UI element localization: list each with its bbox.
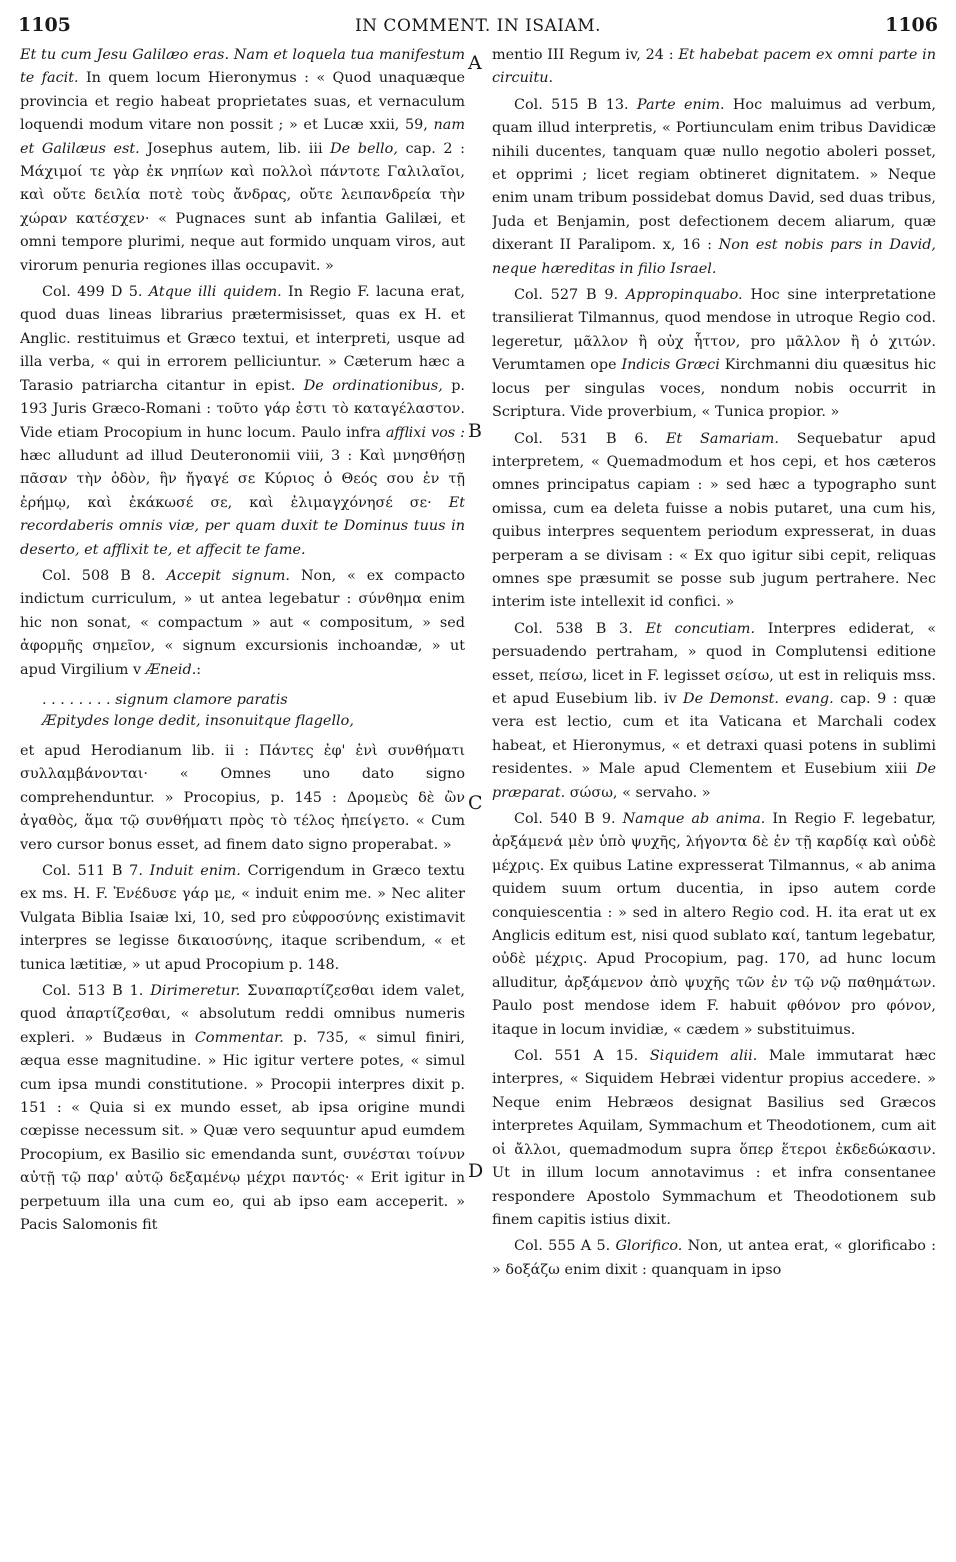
text-run: In Regio F. lacuna erat, quod duas lineas librarius prætermisisset, quas ex H. et Anglic. restituimus et Græco textui, et interpreti, usque ad illa verba, « qui in errorem pelliciuntur. » Cæterum hæc a Tarasio patriarcha citantur in epist. <box>20 284 465 394</box>
italic-text: Non est nobis pars in David, neque hæreditas in filio Israel. <box>492 237 936 277</box>
note-paragraph <box>492 808 936 1042</box>
text-run: Col. 540 B 9. <box>514 811 623 827</box>
text-run: hæc alludunt ad illud Deuteronomii viii, 3 : Καὶ μνησθήσῃ πᾶσαν τὴν ὁδὸν, ἣν ἤγαγέ σε Κύριος ὁ Θεός σου ἐν τῇ ἐρήμῳ, καὶ ἐκάκωσέ σε, καὶ ἐλιμαγχόνησέ σε· <box>20 447 465 511</box>
text-run: Col. 551 A 15. <box>514 1048 650 1065</box>
text-run: Kirchmanni diu quæsitus hic locus per singulas voces, nondum nobis occurrit in Scriptura. Vide proverbium, « Tunica propior. » <box>492 357 936 421</box>
italic-text: Et habebat pacem ex omni parte in circuitu. <box>492 47 936 87</box>
text-run: Col. 508 B 8. <box>42 567 167 584</box>
italic-text: Accepit signum. <box>166 567 290 584</box>
italic-text: afflixi vos : <box>385 424 465 441</box>
text-run: Col. 538 B 3. <box>514 620 646 637</box>
italic-text: Glorifico. <box>615 1238 683 1255</box>
note-paragraph <box>492 428 936 615</box>
margin-letter-a: A <box>468 52 482 74</box>
note-paragraph <box>20 980 465 1237</box>
text-run: Col. 515 B 13. <box>514 96 637 113</box>
italic-text: Æneid. <box>145 661 197 678</box>
italic-text: De Demonst. evang. <box>683 690 834 707</box>
note-paragraph <box>20 44 465 278</box>
running-title: IN COMMENT. IN ISAIAM. <box>354 16 602 36</box>
text-run: mentio III Regum iv, 24 : <box>492 47 679 63</box>
note-paragraph <box>492 1235 936 1282</box>
italic-text: De præparat. <box>492 761 936 801</box>
italic-text: Appropinquabo. <box>625 287 743 304</box>
text-run: cap. 9 : quæ vera est lectio, cum et ita Vaticana et Marchali codex habeat, et Hieronymus, « et detraxi quasi potens in sublimi residentes. » Male apud Clementem et Eusebium xiii <box>492 690 936 778</box>
text-run: Male immutarat hæc interpres, « Siquidem Hebræi videntur propius accedere. » Neque enim Hebræos designat Basilius sed Græcos interpretes Aquilam, Symmachum et Theodotionem, cum ait οἱ ἄλλοι, quemadmodum supra ὅπερ ἕτεροι ἐκδεδώκασιν. Ut in illum locum annotavimus : et infra consentanee respondere Apostolo Symmachum et Theodotionem sub finem capitis istius dixit. <box>492 1048 936 1228</box>
right-column <box>492 44 936 1556</box>
text-run: Corrigendum in Græco textu ex ms. H. F. Ἐνέδυσε γάρ με, « induit enim me. » Nec aliter Vulgata Biblia Isaiæ lxi, 10, sed pro εὐφροσύνης existimavit interpres se legisse δικαιοσύνης, itaque scribendum, « et tunica lætitiæ, » ut apud Procopium p. 148. <box>20 863 465 973</box>
text-run: et apud Herodianum lib. ii : Πάντες ἐφ' ἑνὶ συνθήματι συλλαμβάνονται· « Omnes uno dato signo comprehenduntur. » Procopius, p. 145 : Δρομεὺς δὲ ὢν ἀγαθὸς, ἅμα τῷ συνθήματι πρὸς τὸ τέλος ἠπείγετο. « Cum vero cursor bonus esset, ad finem dato signo properabat. » <box>20 742 465 853</box>
text-run: Col. 527 B 9. <box>514 287 626 304</box>
italic-text: Commentar. <box>194 1029 284 1046</box>
italic-text: De ordinationibus, <box>303 377 443 394</box>
text-run: Non, « ex compacto indictum curriculum, » ut antea legebatur : σύνθημα enim hic non sonat, « compactum » aut « compositum, » sed ἀφορμῆς σημεῖον, « signum excursionis inchoandæ, » ut apud Virgilium v <box>20 567 465 678</box>
page-number-left: 1105 <box>18 14 71 36</box>
left-column <box>20 44 465 1556</box>
text-run: Col. 499 D 5. <box>42 284 149 301</box>
text-run: : <box>196 661 202 678</box>
text-run: Col. 555 A 5. <box>514 1238 616 1255</box>
italic-text: Parte enim. <box>636 96 725 113</box>
margin-letter-b: B <box>468 420 482 442</box>
text-run: Συναπαρτίζεσθαι idem valet, quod ἀπαρτίζεσθαι, « absolutum reddi omnibus numeris expleri. » Budæus in <box>20 983 465 1046</box>
italic-text: Et concutiam. <box>645 620 756 637</box>
page-number-right: 1106 <box>885 14 938 36</box>
text-run: cap. 2 : Μάχιμοί τε γὰρ ἐκ νηπίων καὶ πολλοὶ πάντοτε Γαλιλαῖοι, καὶ οὔτε δειλία ποτὲ τοὺς ἄνδρας, οὔτε λειπανδρεία τὴν χώραν κατέσχεν· « Pugnaces sunt ab infantia Galilæi, et omni tempore plurimi, neque aut formido unquam viros, aut virorum penuria regiones illas occupavit. » <box>20 140 465 274</box>
text-run: Hoc maluimus ad verbum, quam illud interpretis, « Portiunculam enim tribus Davidicæ nihili ducentes, tanquam quæ nullo negotio aboleri posset, et opprimi ; licet regiam obtineret dignitatem. » Neque enim unam tribum possidebat domus David, sed duas tribus, Juda et Benjamin, post defectionem decem aliarum, quæ dixerant II Paralipom. x, 16 : <box>492 96 936 254</box>
note-paragraph <box>20 565 465 682</box>
note-paragraph <box>492 618 936 805</box>
verse-line: . . . . . . . . signum clamore paratis <box>42 691 288 708</box>
text-run: Interpres ediderat, « persuadendo pertraham, » quod in Complutensi editione esset, πείσω, licet in F. legisset σείσω, ut est in reliquis mss. et apud Eusebium lib. iv <box>492 620 936 707</box>
text-run: Josephus autem, lib. iii <box>139 140 331 157</box>
italic-text: Siquidem alii. <box>649 1048 758 1065</box>
italic-text: Et tu cum Jesu Galilæo eras. Nam et loquela tua manifestum te facit. <box>20 47 465 87</box>
verse-line: Æpitydes longe dedit, insonuitque flagello, <box>42 712 354 729</box>
italic-text: nam et Galilæus est. <box>20 117 465 157</box>
italic-text: Atque illi quidem. <box>148 284 282 301</box>
text-run: In quem locum Hieronymus : « Quod unaquæque provincia et regio habeat proprietates suas, et vernaculum loquendi modum vitare non possit ; » et Lucæ xxii, 59, <box>20 70 465 134</box>
text-run: In Regio F. legebatur, ἀρξάμενά μὲν ὑπὸ ψυχῆς, λήγοντα δὲ ἐν τῇ καρδίᾳ καὶ οὐδὲ μέχρις. Ex quibus Latine expresserat Tilmannus, « ab anima quidem suum ortum ducentia, in ipso autem corde conquiescentia : » sed in altero Regio cod. H. ita erat ut ex Anglicis editum est, nisi quod sublato καί, tantum legebatur, οὐδὲ μέχρις. Apud Procopium, pag. 170, ad hunc locum alluditur, ἀρξάμενον ἀπὸ ψυχῆς τῶν ἐν τῷ νῷ παθημάτων. Paulo post mendose idem F. habuit φθόνον pro φόνον, itaque in locum invidiæ, « cædem » substituimus. <box>492 811 936 1038</box>
italic-text: Dirimeretur. <box>150 983 241 1000</box>
note-paragraph <box>20 860 465 977</box>
note-paragraph <box>492 1045 936 1232</box>
italic-text: Et Samariam. <box>665 430 779 447</box>
text-run: Non, ut antea erat, « glorificabo : » δοξάζω enim dixit : quanquam in ipso <box>492 1238 936 1278</box>
note-paragraph <box>492 284 936 424</box>
text-run: Hoc sine interpretatione transilierat Tilmannus, quod mendose in utroque Regio cod. legeretur, μᾶλλον ἢ οὐχ ἧττον, pro μᾶλλον ἢ ὁ χιτών. Verumtamen ope <box>492 287 936 374</box>
text-run: p. 735, « simul finiri, æqua esse magnitudine. » Hic igitur vertere potes, « simul cum ipsa mundi constitutione. » Procopii interpres dixit p. 151 : « Quia si ex mundo esset, ab ipsa origine mundi cœpisse necessum sit. » Quæ vero sequuntur apud eumdem Procopium, ex Basilio sic emendanda sunt, συνέσται τοίνυν αὐτῇ τῷ παρ' αὐτῷ δεξαμένῳ μέχρι παντός· « Erit igitur in perpetuum illa una cum eo, qui ab ipso eam acceperit. » Pacis Salomonis fit <box>20 1029 465 1234</box>
italic-text: Namque ab anima. <box>622 811 766 827</box>
text-run: Col. 513 B 1. <box>42 983 151 1000</box>
italic-text: De bello, <box>330 140 398 157</box>
margin-letter-c: C <box>468 792 483 814</box>
text-run: σώσω, « servaho. » <box>565 784 711 801</box>
note-paragraph <box>20 740 465 857</box>
italic-text: Indicis Græci <box>621 357 720 374</box>
verse-quotation <box>42 690 465 732</box>
margin-letter-d: D <box>468 1160 484 1182</box>
text-run: p. 193 Juris Græco-Romani : τοῦτο γάρ ἐστι τὸ καταγέλαστον. Vide etiam Procopium in hunc locum. Paulo infra <box>20 377 465 441</box>
text-run: Sequebatur apud interpretem, « Quemadmodum et hos cepi, et hos cæteros omnes principatus capiam : » sed hæc a typographo sunt omissa, cum ea deleta fuisse a nobis putaret, una cum his, quibus interpres sequentem periodum expresserat, in duas perperam a se divisam : « Ex quo igitur sibi cepit, reliquas omnes spe præsumit se posse sub jugum pertrahere. Nec interim iste intellexit id confici. » <box>492 430 936 611</box>
text-run: Col. 531 B 6. <box>514 430 666 447</box>
italic-text: Et recordaberis omnis viæ, per quam duxit te Dominus tuus in deserto, et afflixit te, et affecit te fame. <box>20 494 465 558</box>
margin-letters <box>466 0 490 1562</box>
note-paragraph <box>492 94 936 281</box>
note-paragraph <box>20 281 465 562</box>
note-paragraph <box>492 44 936 91</box>
text-run: Col. 511 B 7. <box>42 863 150 879</box>
italic-text: Induit enim. <box>149 863 241 879</box>
